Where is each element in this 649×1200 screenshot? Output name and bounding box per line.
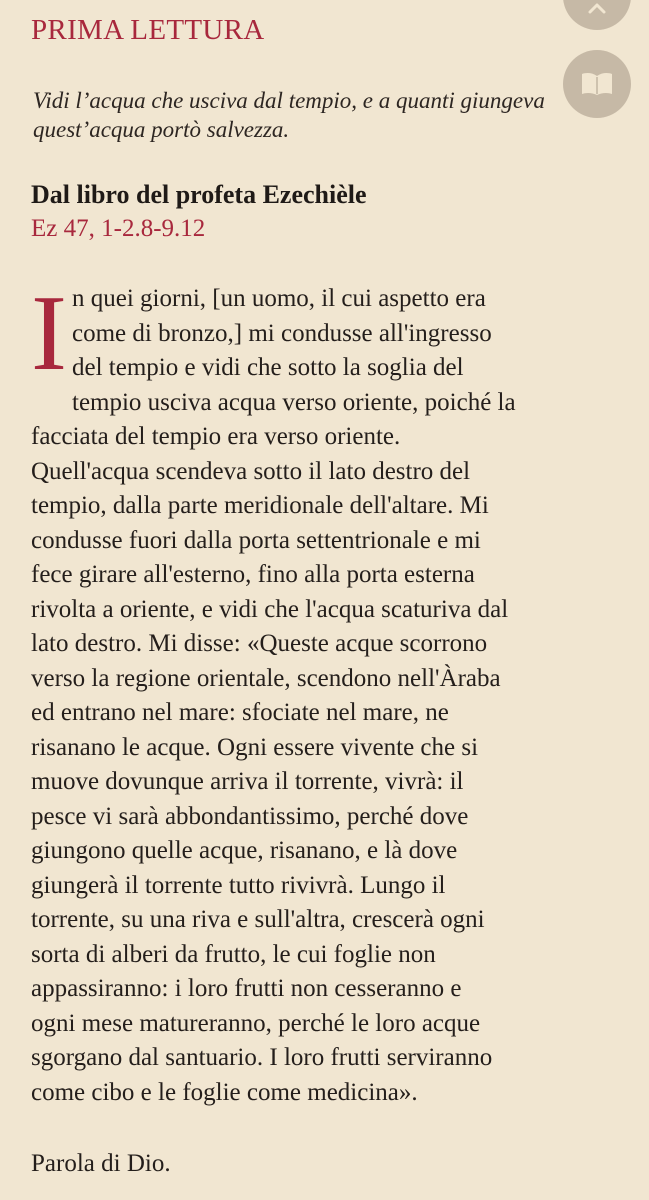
- reading-line: fece girare all'esterno, fino alla porta esterna: [31, 561, 475, 588]
- reading-line: ogni mese matureranno, perché le loro acque: [31, 1009, 481, 1037]
- reading-line: ed entrano nel mare: sfociate nel mare, ne: [31, 699, 449, 726]
- readings-menu-button[interactable]: [563, 50, 631, 118]
- reading-line: giungono quelle acque, risanano, e là dove: [31, 837, 458, 864]
- reading-line: giungerà il torrente tutto rivivrà. Lungo il: [31, 871, 446, 899]
- reading-line: torrente, su una riva e sull'altra, crescerà ogni: [31, 906, 485, 933]
- reading-line: muove dovunque arriva il torrente, vivrà: il: [31, 768, 464, 795]
- reading-line: pesce vi sarà abbondantissimo, perché dove: [31, 802, 469, 830]
- section-title: PRIMA LETTURA: [31, 14, 265, 46]
- arrow-up-icon: [585, 0, 609, 20]
- reading-line: appassiranno: i loro frutti non cesseranno e: [31, 975, 462, 1002]
- drop-cap: I: [31, 274, 67, 393]
- reading-line: lato destro. Mi disse: «Queste acque scorrono: [31, 630, 488, 657]
- reading-line: n quei giorni, [un uomo, il cui aspetto era: [72, 285, 486, 312]
- reading-line: verso la regione orientale, scendono nell'Àraba: [31, 664, 501, 692]
- reading-line: sorta di alberi da frutto, le cui foglie non: [31, 940, 436, 968]
- book-title: Dal libro del profeta Ezechièle: [31, 180, 367, 209]
- open-book-icon: [580, 71, 614, 97]
- reading-text: [31, 274, 621, 1110]
- closing-acclamation: Parola di Dio.: [31, 1150, 171, 1177]
- reading-line: come di bronzo,] mi condusse all'ingresso: [72, 319, 492, 347]
- scripture-reference: Ez 47, 1-2.8-9.12: [31, 215, 206, 242]
- reading-line: come cibo e le foglie come medicina».: [31, 1078, 418, 1106]
- reading-line: facciata del tempio era verso oriente.: [31, 423, 401, 450]
- reading-line: risanano le acque. Ogni essere vivente che si: [31, 733, 479, 761]
- reading-line: sgorgano dal santuario. I loro frutti serviranno: [31, 1044, 493, 1071]
- reading-line: Quell'acqua scendeva sotto il lato destro del: [31, 457, 471, 485]
- reading-line: tempio, dalla parte meridionale dell'altare. Mi: [31, 492, 489, 519]
- reading-line: tempio usciva acqua verso oriente, poiché la: [72, 388, 516, 416]
- reading-line: condusse fuori dalla porta settentrionale e mi: [31, 526, 481, 554]
- reading-line: rivolta a oriente, e vidi che l'acqua scaturiva dal: [31, 595, 509, 623]
- antiphon: Vidi l’acqua che usciva dal tempio, e a quanti giungeva quest’acqua portò salvezza.: [33, 88, 545, 142]
- scroll-top-button[interactable]: [563, 0, 631, 30]
- reading-line: del tempio e vidi che sotto la soglia del: [72, 354, 464, 381]
